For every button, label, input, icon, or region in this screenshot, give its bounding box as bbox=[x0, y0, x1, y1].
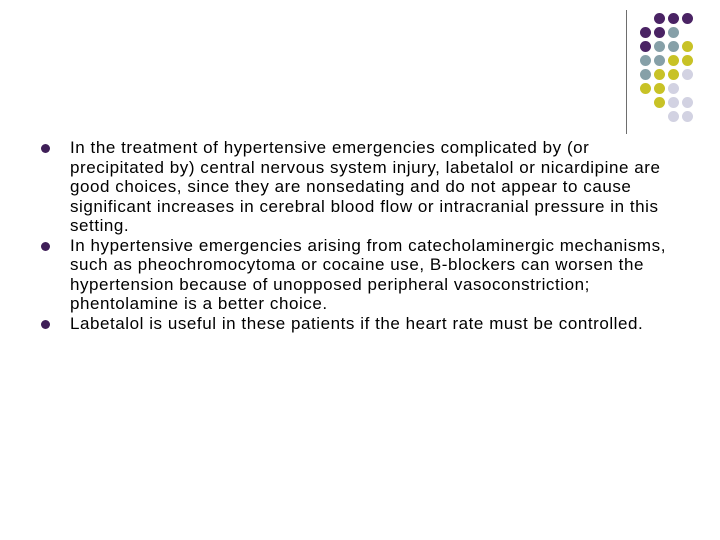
decorative-dot bbox=[654, 27, 665, 38]
decorative-dot bbox=[654, 41, 665, 52]
decorative-dot bbox=[668, 41, 679, 52]
decorative-dot bbox=[654, 13, 665, 24]
decorative-dot bbox=[654, 97, 665, 108]
bullet-icon bbox=[41, 320, 50, 329]
decorative-dot bbox=[640, 41, 651, 52]
decorative-dot bbox=[682, 13, 693, 24]
decorative-dot bbox=[640, 83, 651, 94]
bullet-text: Labetalol is useful in these patients if the heart rate must be controlled. bbox=[70, 313, 644, 333]
decorative-dot bbox=[668, 27, 679, 38]
decorative-dot bbox=[682, 69, 693, 80]
decorative-dot bbox=[668, 13, 679, 24]
decorative-dot-grid bbox=[640, 10, 720, 134]
decorative-dot bbox=[668, 97, 679, 108]
decorative-dot bbox=[654, 55, 665, 66]
decorative-dot bbox=[668, 55, 679, 66]
decorative-dot bbox=[668, 69, 679, 80]
bullet-text: In the treatment of hypertensive emergencies complicated by (or precipitated by) central nervous system injury, labetalol or nicardipine are good choices, since they are nonsedating and do not appear to cause significant increases in cerebral blood flow or intracranial pressure in this setting. bbox=[70, 138, 661, 235]
decorative-divider-line bbox=[626, 10, 627, 134]
bullet-text: In hypertensive emergencies arising from catecholaminergic mechanisms, such as pheochromocytoma or cocaine use, B-blockers can worsen the hypertension because of unopposed peripheral vasoconstriction; phentolamine is a better choice. bbox=[70, 235, 666, 313]
bullet-item bbox=[40, 236, 680, 314]
bullet-icon bbox=[41, 242, 50, 251]
decorative-dot bbox=[682, 97, 693, 108]
decorative-dot bbox=[640, 27, 651, 38]
decorative-dot bbox=[640, 55, 651, 66]
bullet-item bbox=[40, 138, 680, 236]
decorative-dot bbox=[654, 69, 665, 80]
bullet-list bbox=[40, 138, 680, 333]
decorative-dot bbox=[682, 55, 693, 66]
decorative-dot bbox=[654, 83, 665, 94]
decorative-dot bbox=[640, 69, 651, 80]
decorative-dot bbox=[682, 111, 693, 122]
decorative-dot bbox=[682, 41, 693, 52]
bullet-item bbox=[40, 314, 680, 334]
decorative-dot bbox=[668, 111, 679, 122]
bullet-icon bbox=[41, 144, 50, 153]
decorative-dot bbox=[668, 83, 679, 94]
